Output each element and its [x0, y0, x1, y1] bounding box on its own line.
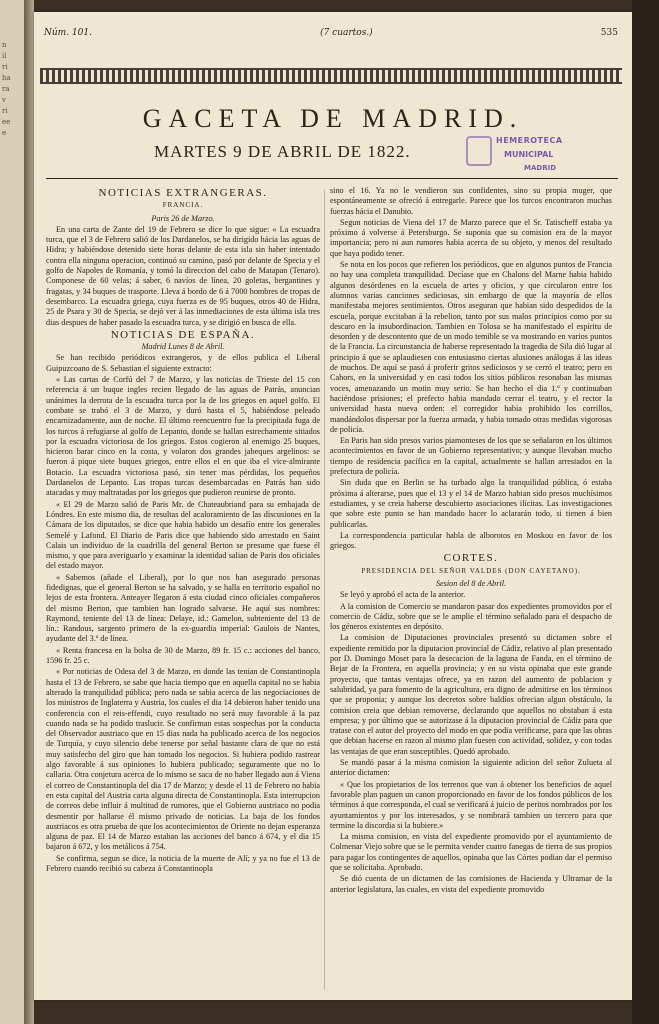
article-paragraph: sino el 16. Ya no le vendieron sus confidentes, sino su propia muger, que espontáneamente se ofreció á entregarle. Parece que los turcos encontraron muchas fuerzas hácia el Danubio. — [330, 186, 612, 216]
section-title: NOTICIAS DE ESPAÑA. — [110, 328, 256, 341]
article-paragraph: La comision de Diputaciones provinciales presentó su dictamen sobre el expediente remitido por la diputacion provincial de Cádiz, relativo al plan presentado por D. Domingo Moset para la desecacion de la laguna de Fanda, en el término de Bejar de la Frontera, en aquella provincia; y en su vista opinaba que este grande proyecto, que tantas ventajas ofrece, ya en razon del aumento de poblacion y salubridad, ya para fomento de la agricultura, era digno de admitirse en los términos que se proponia; y aunque los decretos sobre baldíos ofrecian algun obstáculo, la comision creia que debian removerse, declarando que aquellos no obstaban á esta empresa; y por último que se autorizase á la diputacion provincial de Cádiz para que tratase con el autor del proyecto del modo en que podia verificarse, para que las obras que debian hacerse en razon al mismo plan fuesen con actividad, solidez, y con todas las ventajas de que eran susceptibles. Quedó aprobado. — [330, 633, 612, 756]
masthead-date: MARTES 9 DE ABRIL DE 1822. — [154, 142, 411, 161]
page-header — [44, 28, 618, 38]
section-title: NOTICIAS EXTRANGERAS. — [98, 187, 268, 199]
article-paragraph: « Que los propietarios de los terrenos que van á obtener los beneficios de aquel favorable plan paguen un canon proporcionado en favor de los fondos públicos de los términos á que corresponda, el cual se verificará á juicio de peritos nombrados por los ayuntamientos y por los interesados, y se nombrará tambien un tercero para que termine la discordia si la hubiere.» — [330, 779, 612, 830]
header-rule — [46, 178, 618, 179]
article-paragraph: La misma comision, en vista del expediente promovido por el ayuntamiento de Colmenar Viejo sobre que se le permita vender cuatro fanegas de tierra de sus propios para pagar los contingentes de aquellos, opinaba que las Córtes podian dar el permiso que se solicitaba. Aprobado. — [330, 832, 612, 872]
section-title: CORTES. — [443, 552, 499, 565]
article-paragraph: « Por noticias de Odesa del 3 de Marzo, en donde las tenian de Constantinopla hasta el 13 de Febrero, se sabe que hacia tiempo que en aquella capital no se habia alterado la tranquilidad pública; pero nada se sabia acerca de las negociaciones de los ministros de Inglaterra y Austria, los cuales el dia 14 debieron haber tenido una conferencia con el reis-effendi, cuyo resultado no será muy favorable á la paz cuando nada se ha podido traslucir. Se confirman estas sospechas por la conducta del Observador austriaco que en 15 dias nada ha publicado acerca de los negocios de Turquía, y cuyo silencio debe tenerse por señal bastante clara de que no está muy satisfecho del giro que han tomado los negocios. Si hubiera podido rastrear algo favorable á sus opiniones lo hubiera publicado; seguramente que no lo callaria. Otra conjetura acerca de lo mismo se saca de no haber llegado aun á Viena el correo de Constantinopla del dia 17 de Marzo; y desde el 11 de Febrero no habia en esta capital del Austria carta alguna directa de Constantinopla. Esta interrupcion de correos debe influir á multitud de rumores, que el Gobierno austriaco no podia desmentir por hallarse él mismo privado de noticias. La baja de los fondos austriacos es otra prueba de que los acontecimientos de Oriente no dejan esperanza alguna de paz. El 14 de Marzo estaban las acciones del banco á 674, y el dia 15 bajaron á 672, y los metálicos á 754. — [46, 667, 320, 852]
page-number: 535 — [600, 28, 618, 38]
article-paragraph: Segun noticias de Viena del 17 de Marzo parece que el Sr. Tatischeff estaba ya próximo á volverse á Petersburgo. Se suponia que su comision era de la mayor importancia; pero ni aun rumores habia acerca de su objeto, y menos del resultado que haya podido tener. — [330, 217, 612, 258]
article-paragraph: Se han recibido periódicos extrangeros, y de ellos publica el Liberal Guipuzcoano de S. Sebastian el siguiente extracto: — [46, 353, 320, 373]
column-divider — [324, 190, 325, 990]
masthead-title: GACETA DE MADRID. — [142, 104, 524, 133]
article-paragraph: Se mandó pasar á la misma comision la siguiente adicion del señor Zulueta al anterior dictamen: — [330, 758, 612, 778]
dateline: Madrid Lunes 8 de Abril. — [141, 342, 225, 352]
article-paragraph: « Sabemos (añade el Liberal), por lo que nos han asegurado personas fidedignas, que el general Berton se ha salvado, y se halla en territorio español no lejos de esta frontera. Anteayer llegaron á esta ciudad cinco oficiales compañeros del mismo Berton, que tambien han logrado salvarse. He aquí sus nombres: Raymond, teniente del 13 de línea: Delaye, id.: Gamelon, subteniente del 13 de lín.: Randous, sargento primero de la ex-guardia imperial: Gaulois de Nantes, ayudante del 3.º de línea. — [46, 572, 320, 644]
issue-number: Núm. 101. — [44, 28, 92, 38]
article-paragraph: A la comision de Comercio se mandaron pasar dos expedientes promovidos por el comercio de Cádiz, sobre que se le amplie el término señalado para el despacho de los géneros existentes en depósito. — [330, 601, 612, 632]
article-paragraph: Se dió cuenta de un dictamen de las comisiones de Hacienda y Ultramar de la anterior legislatura, las cuales, en vista del expediente promovido — [330, 874, 612, 894]
gazette-page — [34, 12, 632, 1000]
article-paragraph: « Las cartas de Corfú del 7 de Marzo, y las noticias de Trieste del 15 con referencia á un buque ingles recien llegado de las aguas de Patrás, anuncian unánimes la derrota de la escuadra turca por la de los griegos en aquel golfo. El combate se trabó el 3 de Marzo, y duró hasta el 5, habiéndose peleado encarnizadamente, aun de noche. El último reencuentro fue la precipitada fuga de los turcos á refugiarse al golfo de Lepanto, donde se hallan estrechamente sitiados por la escuadra victoriosa de los griegos. Estos cogieron al enemigo 25 buques, hicieron barar cinco en la costa, y volaron dos grandes jabeques argelinos: se fueron á pique siete buques griegos, entre ellos el en que iba el vice-almirante Botacio. La escuadra victoriosa pasó, sin tener mas pérdidas, los pequeños Dardanelos de Lepanto. Las tropas turcas desembarcadas en Patrás han sido atacadas y muy maltratadas por los griegos que pudieron reunirse de pronto. — [46, 375, 320, 498]
library-stamp: HEMEROTECA MUNICIPAL MADRID — [466, 132, 566, 176]
article-paragraph: « Renta francesa en la bolsa de 30 de Marzo, 89 fr. 15 c.: acciones del banco, 1596 fr. 25 c. — [46, 645, 320, 666]
article-paragraph: Sin duda que en Berlin se ha turbado algo la tranquilidad pública, ó estaba próxima á alterarse, pues que el 13 y el 14 de Marzo habian sido presos muchísimos estudiantes, y se creia haberse descubierto asociaciones ilícitas. Las investigaciones que sobre este punto se han mandado hacer lo aclararán todo, si tienen á bien publicarlas. — [330, 478, 612, 529]
article-paragraph: Se leyó y aprobó el acta de la anterior. — [340, 590, 466, 600]
article-paragraph: La correspondencia particular habla de alborotos en Moskou en favor de los griegos. — [330, 530, 612, 551]
right-column — [330, 186, 612, 896]
adjacent-page-edge: n il ri ha ra v ri ee e — [0, 0, 25, 1024]
article-paragraph: En Paris han sido presos varios piamonteses de los que se señalaron en los últimos acontecimientos en favor de un Gobierno representativo; y aunque llevaban mucho tiempo de residencia pacífica en la capital, actualmente se hallan arrestados en la prefectura de policía. — [330, 436, 612, 477]
issue-price: (7 cuartos.) — [320, 28, 373, 38]
session-dateline: Sesion del 8 de Abril. — [435, 578, 507, 588]
article-paragraph: Se nota en los pocos que refieren los periódicos, que en algunos puntos de Francia no hay una completa tranquilidad. Decíase que en Chalons del Marne habia habido algunos desórdenes en la escuela de artes y oficios, y que circularon entre los alumnos varias canciones sediciosas, sin embargo de que la mayoría de ellos manifestaba mejores sentimientos. Otros aseguran que habian sido despedidos de la escuela, porque excitaban á la rebelion, tanto por sus malos principios como por su descaro en la insubordinacion. Tambien en Tolosa se ha manifestado el espíritu de desorden y de descontento que de un modo temible se va mostrando en varios puntos de la Francia. La circunstancia de haberse representado la tragedia de Sila dió lugar al principio á que se aplaudiesen con entusiasmo ciertas alusiones análogas á las ideas de muchos. De aquí se pasó á proferir gritos sediciosos y se cerró el teatro; pero en Cahors, en la universidad y en casi todos los sitios públicos resonaban las mismas voces, amenazando un motin muy serio. Se han hecho el dia 1.º y continuaban haciéndose prisiones; el prefecto habia mandado cerrar el teatro, y el rector la universidad hasta nueva orden: el corregidor habia prohibido los corrillos, mandándolos dispersar por la fuerza armada, y habia tomado otras medidas vigorosas de policía. — [330, 260, 612, 434]
article-paragraph: « El 29 de Marzo salió de Paris Mr. de Chateaubriand para su embajada de Lóndres. En este mismo dia, de resultas del acaloramiento de las discusiones en la Cámara de los diputados, se dice que habia habido un desafío entre los generales Semelé y Lafond. El Diario de Paris dice que habiendo sido arrestado en Saint Calais un individuo de la cuadrilla del general Berton se presume que fuese él mismo, y que para averiguarlo y examinar la identidad salian de Paris dos oficiales del estado mayor. — [46, 499, 320, 571]
presidency-line: PRESIDENCIA DEL SEÑOR VALDES (DON CAYETANO). — [361, 566, 581, 575]
article-paragraph: Se confirma, segun se dice, la noticia de la muerte de Alí; y ya no fue el 13 de Febrero cuando recibió su cabeza á Constantinopla — [46, 853, 320, 873]
ornamental-border — [40, 68, 622, 84]
section-subtitle: FRANCIA. — [162, 201, 204, 210]
dateline: Paris 26 de Marzo. — [151, 213, 215, 223]
stamp-seal-icon — [466, 136, 492, 166]
book-gutter — [24, 0, 34, 1024]
background-edge — [632, 0, 659, 1024]
left-column — [46, 186, 320, 875]
article-paragraph: En una carta de Zante del 19 de Febrero se dice lo que sigue: « La escuadra turca, que el 3 de Febrero salió de los Dardanelos, se ha dirigido hácia las aguas de Hidra; y habiéndose detenido siete horas delante de esta isla sin haber intentado contra ella ninguna operacion, continuó su camino, pasó por delante de Specia y el golfo de Napoles de Romanía, y tomó la direccion del cabo de Matapan (Tenaro). Componese de 60 velas; á saber, 6 navíos de línea, 20 goletas, bergantines y fragatas, y 34 buques de trasporte. Lleva á bordo de 6 á 7000 hombres de tropas de desembarco. La escuadra griega, cuya fuerza es de 95 buques, otros 40 de Hidra, 25 de Psara y 30 de Specia, se dejó ver á las inmediaciones de esta última isla tres dias despues de haber pasado la escuadra turca, y se dirigió en busca de ella. — [46, 224, 320, 327]
